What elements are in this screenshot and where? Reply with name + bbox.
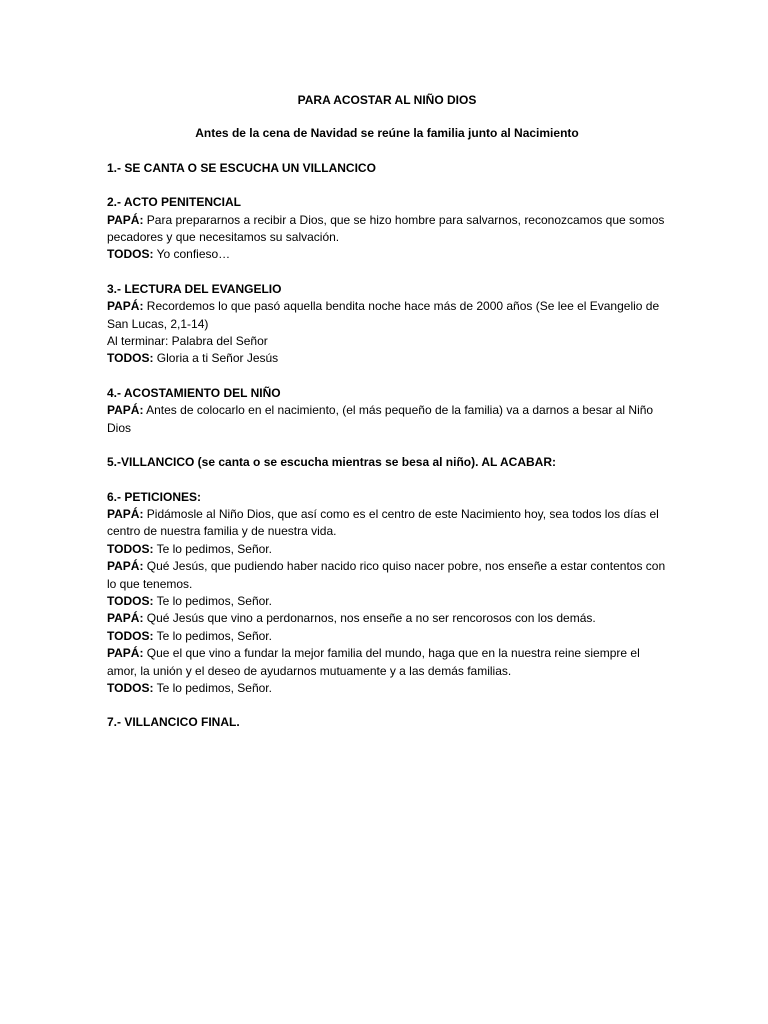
paragraph (107, 610, 667, 627)
speaker-label: PAPÁ: (107, 299, 144, 314)
section-heading: 7.- VILLANCICO FINAL. (107, 715, 240, 730)
speaker-text: Te lo pedimos, Señor. (153, 680, 272, 695)
speaker-label: PAPÁ: (107, 212, 144, 227)
speaker-text: Que el que vino a fundar la mejor familia del mundo, haga que en la nuestra reine siempre el amor, la unión y el deseo de ayudarnos mutuamente y a las demás familias. (107, 646, 640, 678)
paragraph (107, 506, 667, 541)
speaker-text: Antes de colocarlo en el nacimiento, (el más pequeño de la familia) va a darnos a besar al Niño Dios (107, 403, 654, 435)
section-2 (107, 194, 667, 264)
section-3 (107, 281, 667, 368)
section-5 (107, 454, 667, 471)
speaker-label: TODOS: (107, 247, 154, 262)
speaker-text: Te lo pedimos, Señor. (153, 593, 272, 608)
speaker-text: Qué Jesús, que pudiendo haber nacido rico quiso nacer pobre, nos enseñe a estar contentos con lo que tenemos. (107, 559, 666, 591)
paragraph (107, 680, 667, 697)
paragraph (107, 350, 667, 367)
section-6 (107, 489, 667, 698)
section-4 (107, 385, 667, 437)
paragraph (107, 628, 667, 645)
section-heading: 4.- ACOSTAMIENTO DEL NIÑO (107, 385, 281, 400)
speaker-text: Gloria a ti Señor Jesús (153, 351, 279, 366)
page-subtitle: Antes de la cena de Navidad se reúne la familia junto al Nacimiento (195, 126, 579, 141)
speaker-label: PAPÁ: (107, 506, 144, 521)
section-heading: 6.- PETICIONES: (107, 489, 202, 504)
section-1 (107, 160, 667, 177)
page-title: PARA ACOSTAR AL NIÑO DIOS (297, 93, 477, 107)
speaker-label: PAPÁ: (107, 403, 144, 418)
paragraph (107, 541, 667, 558)
section-heading: 1.- SE CANTA O SE ESCUCHA UN VILLANCICO (107, 160, 376, 175)
speaker-label: PAPÁ: (107, 559, 144, 574)
paragraph (107, 298, 667, 333)
section-heading: 2.- ACTO PENITENCIAL (107, 195, 242, 210)
speaker-label: TODOS: (107, 593, 154, 608)
speaker-text: Te lo pedimos, Señor. (153, 628, 272, 643)
speaker-label: TODOS: (107, 351, 154, 366)
paragraph (107, 645, 667, 680)
speaker-text: Yo confieso… (153, 247, 231, 262)
section-heading: 3.- LECTURA DEL EVANGELIO (107, 281, 282, 296)
speaker-text: Pidámosle al Niño Dios, que así como es el centro de este Nacimiento hoy, sea todos los días el centro de nuestra familia y de nuestra vida. (107, 506, 659, 539)
speaker-label: TODOS: (107, 680, 154, 695)
document-body (107, 92, 667, 749)
speaker-label: TODOS: (107, 541, 154, 556)
paragraph (107, 593, 667, 610)
paragraph: Al terminar: Palabra del Señor (107, 334, 268, 349)
paragraph (107, 212, 667, 247)
speaker-text: Qué Jesús que vino a perdonarnos, nos enseñe a no ser rencorosos con los demás. (143, 611, 596, 626)
paragraph (107, 402, 667, 437)
speaker-text: Recordemos lo que pasó aquella bendita noche hace más de 2000 años (Se lee el Evangelio de San Lucas, 2,1-14) (107, 299, 660, 331)
speaker-label: TODOS: (107, 628, 154, 643)
section-7 (107, 714, 667, 731)
speaker-label: PAPÁ: (107, 611, 144, 626)
paragraph (107, 558, 667, 593)
speaker-text: Te lo pedimos, Señor. (153, 541, 272, 556)
paragraph (107, 246, 667, 263)
speaker-label: PAPÁ: (107, 646, 144, 661)
speaker-text: Para prepararnos a recibir a Dios, que se hizo hombre para salvarnos, reconozcamos que somos pecadores y que necesitamos su salvación. (107, 212, 665, 245)
section-heading: 5.-VILLANCICO (se canta o se escucha mientras se besa al niño). AL ACABAR: (107, 455, 557, 470)
